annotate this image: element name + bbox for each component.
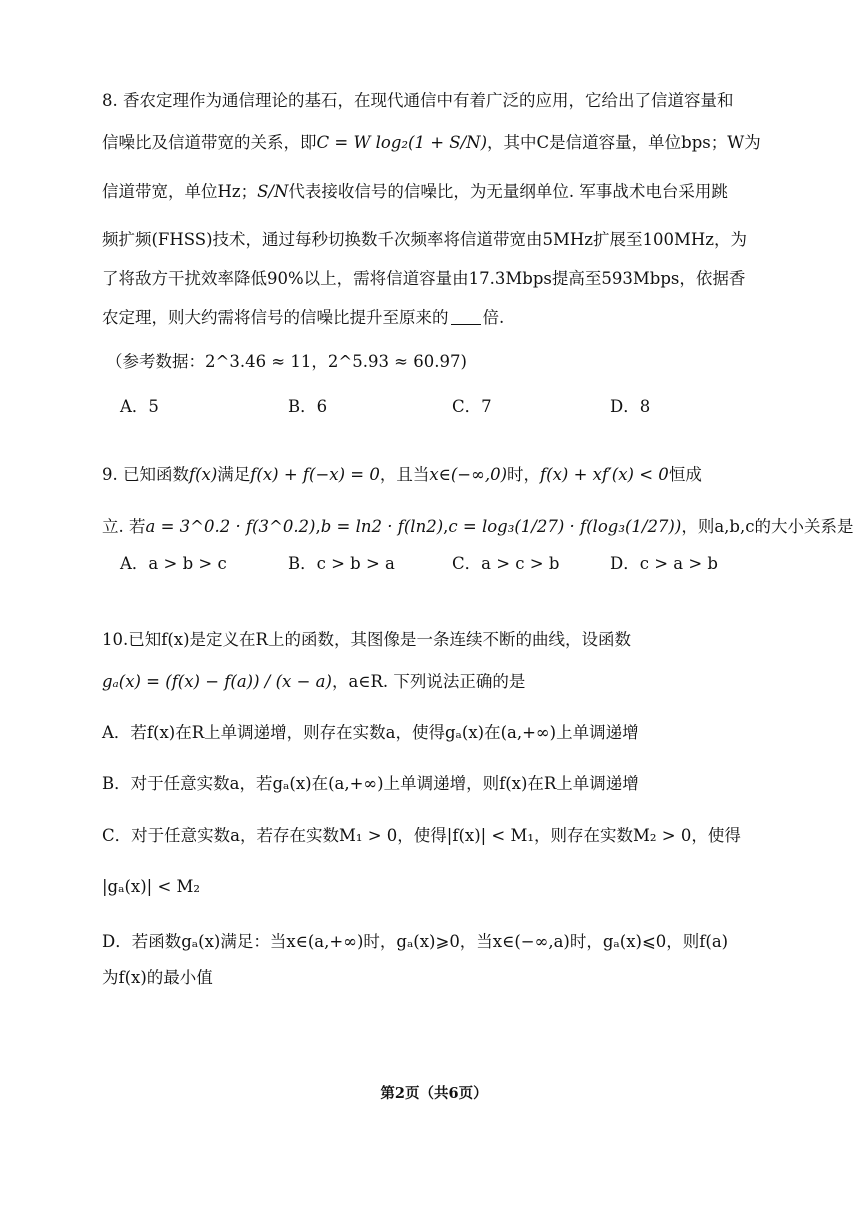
answer-blank: [451, 324, 481, 325]
q10-option-a: A．若f(x)在R上单调递增，则存在实数a，使得gₐ(x)在(a,+∞)上单调递增: [102, 723, 639, 742]
q9-line-2-pre: 立. 若: [102, 517, 146, 536]
q9-inequality: f(x) + xf′(x) < 0: [540, 465, 669, 484]
q8-ref-1: 2^3.46 ≈ 11: [205, 352, 312, 371]
q8-line-4: 频扩频(FHSS)技术，通过每秒切换数千次频率将信道带宽由5MHz扩展至100MHz，为: [102, 230, 747, 249]
q9-line-1: [102, 463, 702, 487]
q9-condition: f(x) + f(−x) = 0: [250, 465, 380, 484]
q9-c-definition: c = log₃(1/27) · f(log₃(1/27)): [448, 517, 682, 536]
q9-fx: f(x): [189, 465, 218, 484]
q8-line-2-post: ，其中C是信道容量，单位bps；W为: [487, 133, 761, 152]
q8-line-3-pre: 信道带宽，单位Hz；: [102, 182, 258, 201]
q9-line-1-mid3: 时，: [507, 465, 541, 484]
q10-option-d-line-2: 为f(x)的最小值: [102, 968, 213, 987]
q9-option-d: D．c > a > b: [610, 554, 718, 573]
q8-ref-post: ): [460, 352, 467, 371]
q9-a-definition: a = 3^0.2 · f(3^0.2): [145, 517, 316, 536]
q8-option-a: A．5: [120, 397, 159, 416]
q8-line-2: [102, 131, 761, 155]
q8-ref-2: 2^5.93 ≈ 60.97: [327, 352, 461, 371]
q10-option-c-line-1: C．对于任意实数a，若存在实数M₁ > 0，使得|f(x)| < M₁，则存在实数M₂ > 0，使得: [102, 826, 741, 845]
q9-line-1-mid: 满足: [217, 465, 251, 484]
q9-b-definition: b = ln2 · f(ln2): [320, 517, 444, 536]
q8-snr: S/N: [257, 182, 289, 201]
q8-option-c: C．7: [452, 397, 492, 416]
q9-line-1-pre: 9. 已知函数: [102, 465, 189, 484]
page-number: 第2页（共6页）: [380, 1085, 488, 1102]
q9-line-1-post: 恒成: [668, 465, 702, 484]
q9-line-2-post: ，则a,b,c的大小关系是: [681, 517, 854, 536]
q8-line-3: [102, 180, 728, 204]
q9-interval: x∈(−∞,0): [429, 465, 508, 484]
q8-line-3-post: 代表接收信号的信噪比，为无量纲单位. 军事战术电台采用跳: [288, 182, 728, 201]
q10-option-b: B．对于任意实数a，若gₐ(x)在(a,+∞)上单调递增，则f(x)在R上单调递增: [102, 774, 639, 793]
q9-line-1-mid2: ，且当: [379, 465, 430, 484]
q8-line-1: 8. 香农定理作为通信理论的基石，在现代通信中有着广泛的应用，它给出了信道容量和: [102, 91, 734, 110]
q9-option-b: B．c > b > a: [288, 554, 395, 573]
q10-g-definition: gₐ(x) = (f(x) − f(a)) / (x − a): [102, 672, 332, 691]
q10-option-d-line-1: D．若函数gₐ(x)满足：当x∈(a,+∞)时，gₐ(x)⩾0，当x∈(−∞,a)时，gₐ(x)⩽0，则f(a): [102, 932, 729, 951]
q8-reference-data: （参考数据：2^3.46 ≈ 11，2^5.93 ≈ 60.97): [106, 352, 467, 371]
q10-line-1: 10.已知f(x)是定义在R上的函数，其图像是一条连续不断的曲线，设函数: [102, 630, 631, 649]
q8-ref-pre: （参考数据：: [106, 352, 205, 371]
q9-option-a: A．a > b > c: [120, 554, 227, 573]
q10-line-2-post: ，a∈R. 下列说法正确的是: [331, 672, 526, 691]
q8-line-6: [102, 306, 504, 330]
q8-option-b: B．6: [288, 397, 328, 416]
q8-line-6-pre: 农定理，则大约需将信号的信噪比提升至原来的: [102, 308, 449, 327]
q8-option-d: D．8: [610, 397, 651, 416]
q8-formula: C = W log₂(1 + S/N): [316, 133, 488, 152]
q8-line-2-pre: 信噪比及信道带宽的关系，即: [102, 133, 317, 152]
q9-option-c: C．a > c > b: [452, 554, 560, 573]
q9-line-2: 立. 若a = 3^0.2 · f(3^0.2),b = ln2 · f(ln2),c = log₃(1/27) · f(log₃(1/27))，则a,b,c的大小关系是: [102, 517, 854, 536]
q10-option-c-line-2: |gₐ(x)| < M₂: [102, 877, 201, 896]
q8-line-6-post: 倍.: [482, 308, 505, 327]
q8-line-5: 了将敌方干扰效率降低90%以上，需将信道容量由17.3Mbps提高至593Mbps，依据香: [102, 269, 746, 288]
q10-line-2: [102, 670, 525, 694]
